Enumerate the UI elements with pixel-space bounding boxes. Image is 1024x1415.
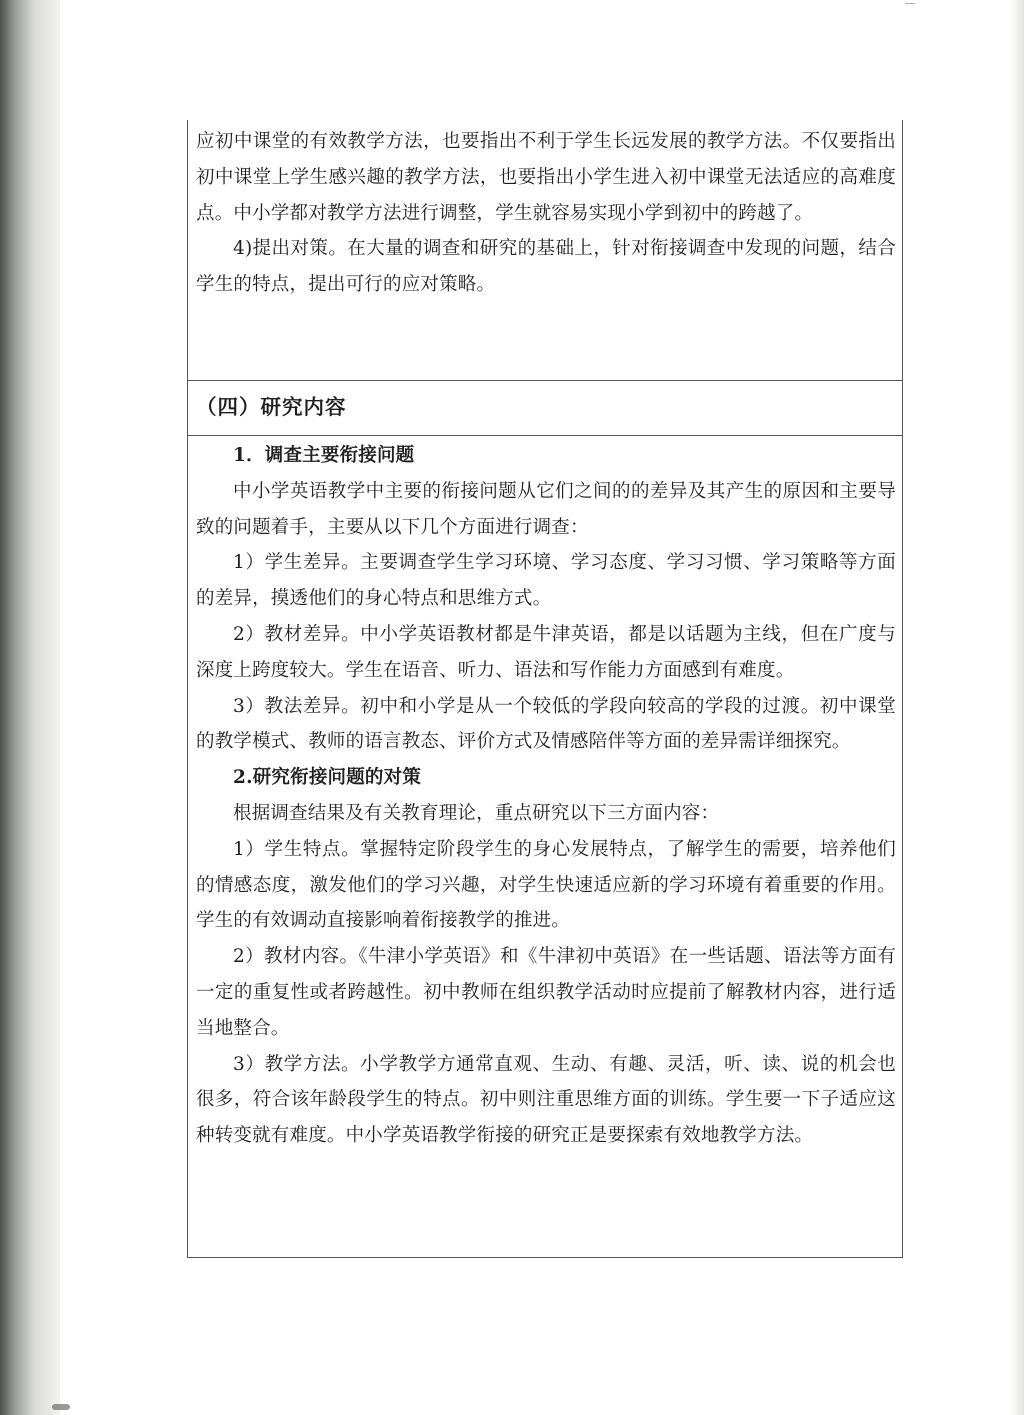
subsection-2-item: 1）学生特点。掌握特定阶段学生的身心发展特点，了解学生的需要，培养他们的情感态度，激发他们的学习兴趣，对学生快速适应新的学习环境有着重要的作用。学生的有效调动直接影响着衔接教学的推进。 [196, 838, 896, 932]
subsection-2-item: 3）教学方法。小学教学方通常直观、生动、有趣、灵活，听、读、说的机会也很多，符合该年龄段学生的特点。初中则注重思维方面的训练。学生要一下子适应这种转变就有难度。中小学英语教学衔接的研究正是要探索有效地教学方法。 [196, 1053, 896, 1147]
research-content-block [196, 438, 896, 1154]
subsection-1-item: 3）教法差异。初中和小学是从一个较低的学段向较高的学段的过渡。初中课堂的教学模式、教师的语言教态、评价方式及情感陪伴等方面的差异需详细探究。 [196, 695, 896, 753]
scan-right-edge [1010, 0, 1024, 1415]
scan-mark [905, 3, 915, 4]
countermeasure-paragraph: 4)提出对策。在大量的调查和研究的基础上，针对衔接调查中发现的问题，结合学生的特点，提出可行的应对策略。 [196, 238, 896, 296]
continued-paragraph: 应初中课堂的有效教学方法，也要指出不利于学生长远发展的教学方法。不仅要指出初中课堂上学生感兴趣的教学方法，也要指出小学生进入初中课堂无法适应的高难度点。中小学都对教学方法进行调整，学生就容易实现小学到初中的跨越了。 [196, 131, 896, 224]
subsection-1-intro: 中小学英语教学中主要的衔接问题从它们之间的的差异及其产生的原因和主要导致的问题着手，主要从以下几个方面进行调查： [196, 480, 896, 538]
continued-text-block [196, 124, 896, 303]
subsection-2-title: 2.研究衔接问题的对策 [233, 767, 422, 789]
scan-binding-edge [0, 0, 60, 1415]
subsection-1-item: 2）教材差异。中小学英语教材都是牛津英语，都是以话题为主线，但在广度与深度上跨度较大。学生在语音、听力、语法和写作能力方面感到有难度。 [196, 623, 896, 681]
section-heading: （四）研究内容 [196, 395, 347, 419]
subsection-1-title: 1．调查主要衔接问题 [233, 445, 415, 466]
subsection-2-intro: 根据调查结果及有关教育理论，重点研究以下三方面内容： [233, 802, 720, 824]
subsection-1-item: 1）学生差异。主要调查学生学习环境、学习态度、学习习惯、学习策略等方面的差异，摸透他们的身心特点和思维方式。 [196, 552, 896, 610]
scan-smudge [52, 1404, 70, 1410]
subsection-2-item: 2）教材内容。《牛津小学英语》和《牛津初中英语》在一些话题、语法等方面有一定的重复性或者跨越性。初中教师在组织教学活动时应提前了解教材内容，进行适当地整合。 [196, 946, 896, 1039]
